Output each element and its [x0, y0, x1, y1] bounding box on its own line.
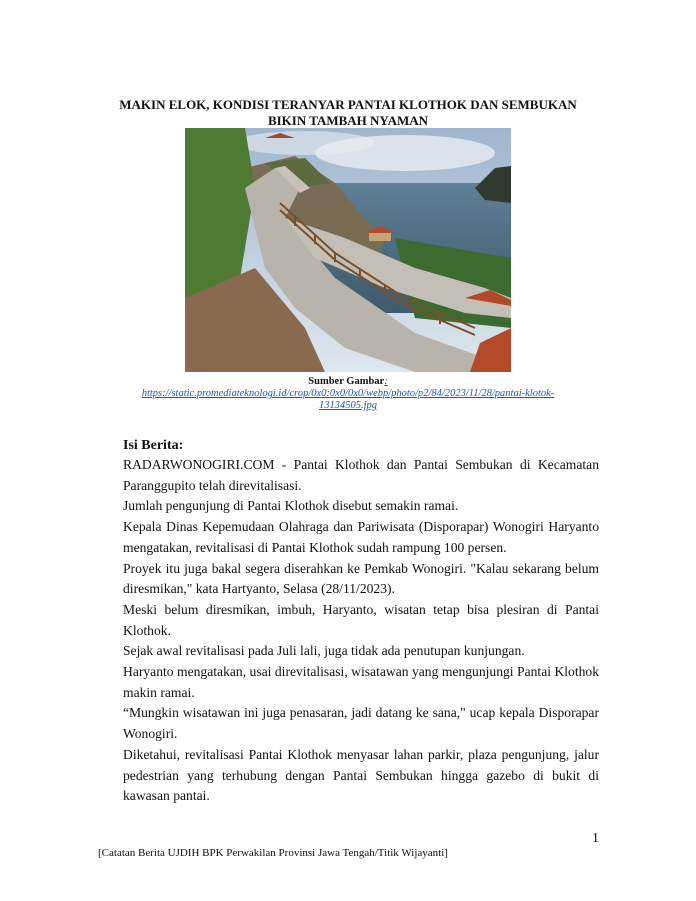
paragraph: Jumlah pengunjung di Pantai Klothok disebut semakin ramai.: [123, 498, 459, 514]
image-caption: [100, 376, 596, 412]
document-title: [60, 97, 636, 129]
paragraph: Diketahui, revitalisasi Pantai Klothok menyasar lahan parkir, plaza pengunjung, jalur pedestrian yang terhubung dengan Pantai Sembukan hingga gazebo di bukit di kawasan pantai.: [123, 746, 599, 804]
caption-label: Sumber Gambar: [308, 376, 385, 387]
paragraph: Sejak awal revitalisasi pada Juli lali, juga tidak ada penutupan kunjungan.: [123, 643, 525, 659]
paragraph: Proyek itu juga bakal segera diserahkan ke Pemkab Wonogiri. "Kalau sekarang belum diresmikan," kata Hartyanto, Selasa (28/11/2023).: [123, 560, 599, 597]
coastal-walkway-photo: [185, 128, 511, 372]
paragraph: Meski belum diresmikan, imbuh, Haryanto, wisatan tetap bisa plesiran di Pantai Klothok.: [123, 601, 599, 638]
paragraph: Kepala Dinas Kepemudaan Olahraga dan Pariwisata (Disporapar) Wonogiri Haryanto mengatakan, revitalisasi di Pantai Klothok sudah rampung 100 persen.: [123, 519, 599, 555]
source-url-link-line-2[interactable]: 13134505.jpg: [318, 400, 378, 411]
paragraph: RADARWONOGIRI.COM - Pantai Klothok dan Pantai Sembukan di Kecamatan Paranggupito telah direvitalisasi.: [123, 457, 599, 493]
paragraph: “Mungkin wisatawan ini juga penasaran, jadi datang ke sana," ucap kepala Disporapar Wonogiri.: [123, 705, 599, 742]
title-line-1: MAKIN ELOK, KONDISI TERANYAR PANTAI KLOTHOK DAN SEMBUKAN: [119, 97, 577, 112]
source-url-link-line-1[interactable]: https://static.promediateknologi.id/crop/0x0:0x0/0x0/webp/photo/p2/84/2023/11/28/pantai-klotok-: [141, 388, 555, 399]
caption-colon-link[interactable]: :: [384, 376, 388, 387]
paragraph: Haryanto mengatakan, usai direvitalisasi, wisatawan yang mengunjungi Pantai Klothok makin ramai.: [123, 664, 599, 700]
article-body: [123, 455, 599, 807]
page-number: 1: [592, 831, 599, 846]
page-footer: [Catatan Berita UJDIH BPK Perwakilan Provinsi Jawa Tengah/Titik Wijayanti]: [98, 847, 448, 859]
title-line-2: BIKIN TAMBAH NYAMAN: [267, 113, 429, 128]
section-heading: Isi Berita:: [123, 438, 184, 453]
